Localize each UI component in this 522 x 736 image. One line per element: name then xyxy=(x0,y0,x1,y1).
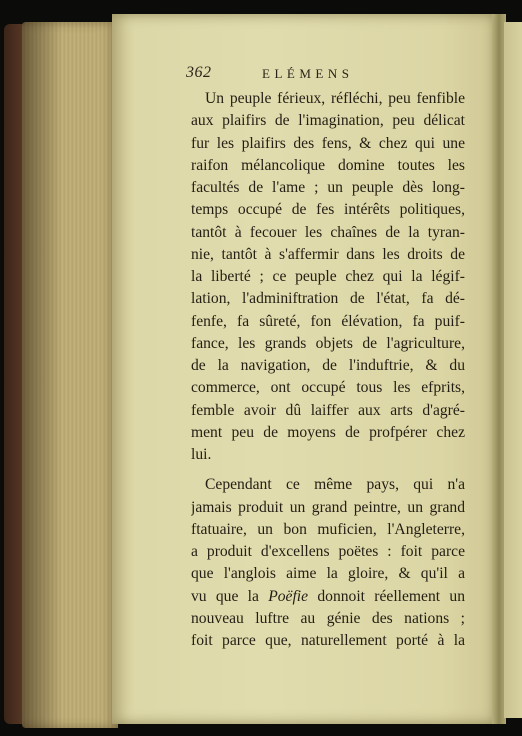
text-line: de la navigation, de l'induftrie, & du xyxy=(191,357,465,374)
text-fragment: vu que la xyxy=(191,587,269,605)
running-head: ELÉMENS xyxy=(262,66,354,81)
text-line: commerce, ont occupé tous les efprits, xyxy=(191,379,465,397)
text-line: nie, tantôt à s'affermir dans les droits de xyxy=(191,245,465,263)
text-line: fenfe, fa sûreté, fon élévation, fa puif- xyxy=(191,312,465,330)
text-line: fance, les grands objets de l'agriculture, xyxy=(191,334,465,352)
text-line: facultés de l'ame ; un peuple dès long- xyxy=(191,179,465,196)
text-line: foit parce que, naturellement porté à la xyxy=(191,632,465,649)
facing-page-edge xyxy=(504,22,522,718)
text-line: que l'anglois aime la gloire, & qu'il a xyxy=(191,565,465,583)
paragraph-2 xyxy=(191,474,465,652)
text-line: raifon mélancolique domine toutes les xyxy=(191,156,465,174)
text-line: lui. xyxy=(191,446,212,463)
text-line: Un peuple férieux, réfléchi, peu fenfible xyxy=(205,90,465,107)
italic-word: Poëfie xyxy=(268,587,309,605)
text-line: Cependant ce même pays, qui n'a xyxy=(205,476,465,494)
text-fragment: donnoit réellement un xyxy=(308,587,465,605)
text-line: a produit d'excellens poëtes : foit parce xyxy=(191,543,465,560)
text-line: femble avoir dû laiffer aux arts d'agré- xyxy=(191,401,465,419)
text-line-italic-word xyxy=(191,586,465,608)
text-line: nouveau luftre au génie des nations ; xyxy=(191,609,465,627)
page-number: 362 xyxy=(186,64,212,81)
text-line: aux plaifirs de l'imagination, peu délicat xyxy=(191,112,465,130)
text-line: la liberté ; ce peuple chez qui la légif- xyxy=(191,268,465,285)
paragraph-1 xyxy=(191,88,465,466)
text-line: jamais produit un grand peintre, un grand xyxy=(191,498,465,516)
text-line: ftatuaire, un bon muficien, l'Angleterre, xyxy=(191,520,465,538)
text-line: fur les plaifirs des fens, & chez qui une xyxy=(191,134,465,152)
page-header xyxy=(186,64,426,86)
body-text xyxy=(191,88,465,652)
text-line: tantôt à fecouer les chaînes de la tyran- xyxy=(191,223,465,241)
text-line: lation, l'adminiftration de l'état, fa dé- xyxy=(191,290,465,308)
text-line: temps occupé de fes intérêts politiques, xyxy=(191,201,465,219)
text-line: ment peu de moyens de profpérer chez xyxy=(191,423,465,441)
page-edges-shadow xyxy=(22,22,62,728)
paragraph-gap xyxy=(191,466,465,474)
